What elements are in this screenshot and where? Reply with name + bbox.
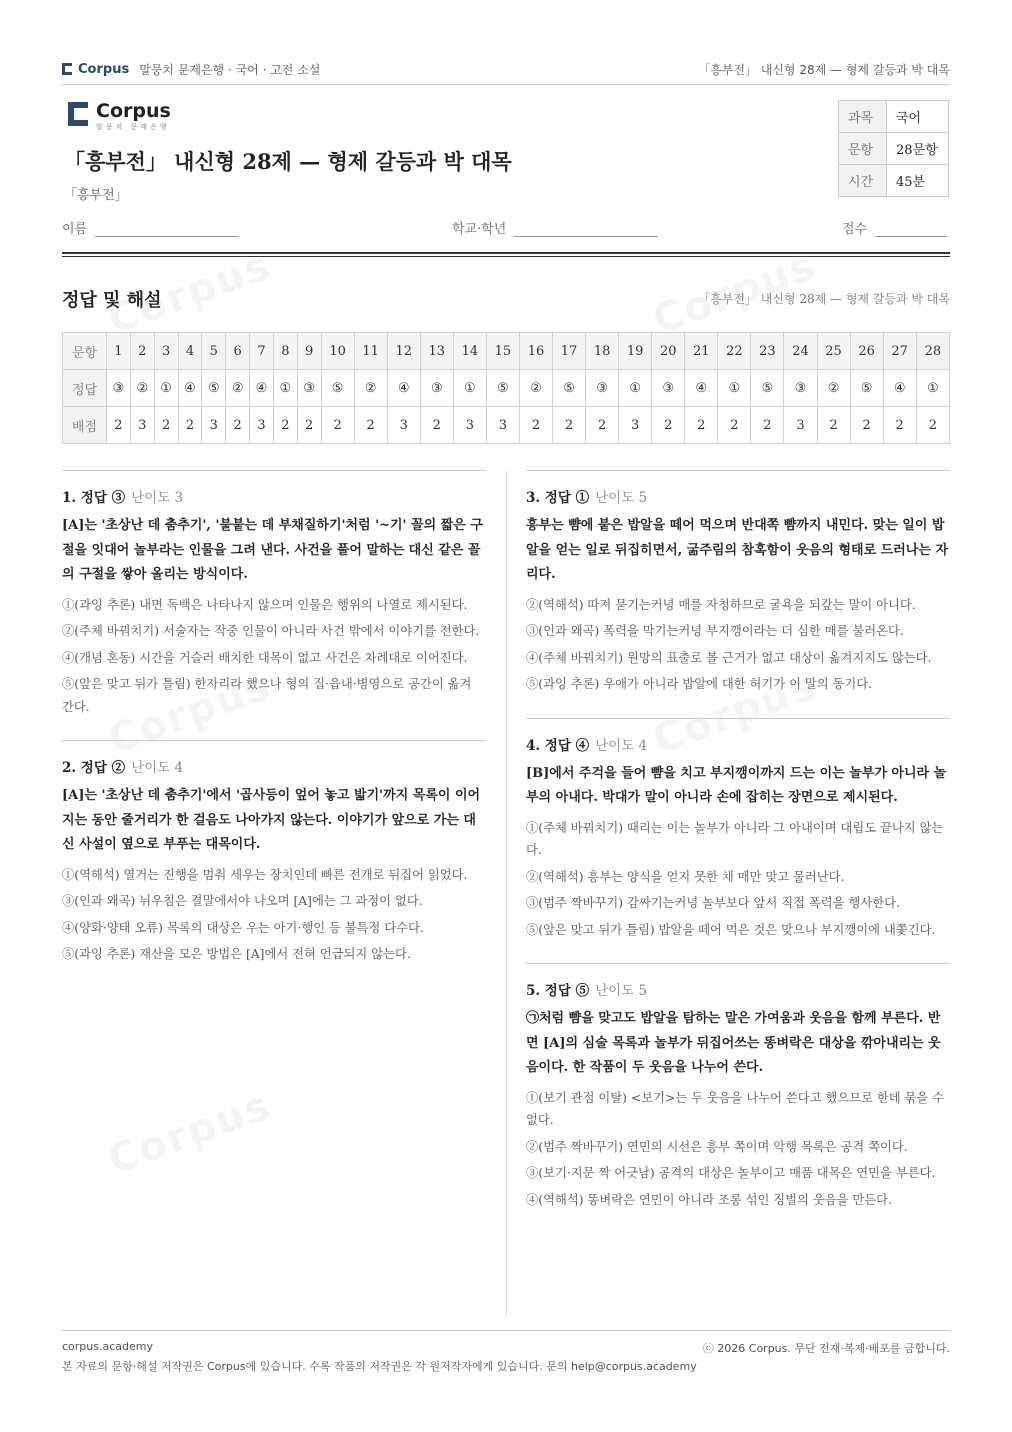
answer-cell: ② <box>817 370 850 407</box>
answer-cell: 2 <box>883 407 916 444</box>
answer-table-points-row <box>63 407 950 444</box>
answer-cell: 3 <box>486 407 519 444</box>
answer-cell: 9 <box>297 333 321 370</box>
top-bar <box>62 58 950 80</box>
answer-cell: 2 <box>321 407 354 444</box>
answer-cell: 3 <box>387 407 420 444</box>
question-block <box>526 718 950 964</box>
answer-cell: 2 <box>850 407 883 444</box>
meta-table <box>838 100 949 197</box>
question-answer: 2. 정답 ② <box>62 760 126 776</box>
option-explanation: ③(인과 왜곡) 뉘우침은 결말에서야 나오며 [A]에는 그 과정이 없다. <box>62 894 423 908</box>
question-explanation: [B]에서 주걱을 들어 뺨을 치고 부지깽이까지 드는 이는 놀부가 아니라 놀부의 아내다. 박대가 말이 아니라 손에 잡히는 장면으로 제시된다. <box>526 765 947 805</box>
answer-cell: 12 <box>387 333 420 370</box>
answer-cell: 2 <box>553 407 586 444</box>
school-field <box>452 218 658 237</box>
meta-value: 45분 <box>887 165 949 197</box>
answer-cell: 2 <box>154 407 178 444</box>
answer-cell: ② <box>130 370 154 407</box>
answer-cell: 2 <box>685 407 718 444</box>
answer-cell: ⑤ <box>850 370 883 407</box>
answer-cell: 2 <box>420 407 453 444</box>
answer-cell: 23 <box>751 333 784 370</box>
answer-cell: 2 <box>916 407 949 444</box>
option-explanation: ⑤(과잉 추론) 우애가 아니라 밥알에 대한 허기가 이 말의 동기다. <box>526 677 873 691</box>
answer-cell: 15 <box>486 333 519 370</box>
meta-key: 문항 <box>839 133 887 165</box>
answer-cell: ② <box>226 370 250 407</box>
answer-cell: 4 <box>178 333 202 370</box>
answer-cell: ⑤ <box>486 370 519 407</box>
answer-cell: ① <box>453 370 486 407</box>
option-explanation: ④(역해석) 똥벼락은 연민이 아니라 조롱 섞인 징벌의 웃음을 만든다. <box>526 1192 892 1207</box>
answer-cell: 3 <box>130 407 154 444</box>
answer-cell: ① <box>273 370 297 407</box>
row-label: 문항 <box>63 333 107 370</box>
answer-cell: 17 <box>553 333 586 370</box>
meta-value: 28문항 <box>887 133 949 165</box>
question-explanation: [A]는 '초상난 데 춤추기'에서 '곱사등이 엎어 놓고 밟기'까지 목록이 이어지는 동안 줄거리가 한 걸음도 나아가지 않는다. 이야기가 앞으로 가는 대신 사설이 옆으로 부푸는 대목이다. <box>62 788 481 852</box>
option-explanation: ②(주체 바꿔치기) 서술자는 작중 인물이 아니라 사건 밖에서 이야기를 전한다. <box>62 624 480 638</box>
answer-table-numbers-row <box>63 333 950 370</box>
watermark <box>102 1082 277 1183</box>
question-block <box>526 470 950 718</box>
answer-cell: 20 <box>652 333 685 370</box>
answer-cell: ① <box>619 370 652 407</box>
answer-cell: ⑤ <box>202 370 226 407</box>
footer-divider <box>62 1330 950 1331</box>
answer-cell: ③ <box>652 370 685 407</box>
answer-cell: 2 <box>751 407 784 444</box>
option-explanation: ④(주체 바꿔치기) 원망의 표출로 볼 근거가 없고 대상이 옮겨지지도 않는다. <box>526 650 932 665</box>
answer-cell: ③ <box>297 370 321 407</box>
answer-cell: 3 <box>453 407 486 444</box>
option-explanation: ②(범주 짝바꾸기) 연민의 시선은 흥부 쪽이며 악행 목록은 공격 쪽이다. <box>526 1139 908 1154</box>
answer-cell: 11 <box>354 333 387 370</box>
answer-cell: 7 <box>250 333 274 370</box>
meta-key: 시간 <box>839 165 887 197</box>
answer-cell: 5 <box>202 333 226 370</box>
page-subtitle: 「흥부전」 <box>64 188 128 203</box>
corpus-logo-icon <box>68 102 88 126</box>
answer-cell: 22 <box>718 333 751 370</box>
answer-cell: 24 <box>784 333 817 370</box>
answer-cell: 6 <box>226 333 250 370</box>
answer-cell: 2 <box>817 407 850 444</box>
question-explanation: 흥부는 뺨에 붙은 밥알을 떼어 먹으며 반대쪽 뺨까지 내민다. 맞는 일이 밥알을 얻는 일로 뒤집히면서, 굶주림의 참혹함이 웃음의 형태로 드러나는 자리다. <box>526 518 948 582</box>
name-line[interactable] <box>95 219 239 237</box>
answer-cell: 2 <box>226 407 250 444</box>
answer-cell: 3 <box>154 333 178 370</box>
answer-cell: ② <box>354 370 387 407</box>
answer-cell: 2 <box>273 407 297 444</box>
top-brand: Corpus <box>78 61 130 77</box>
top-divider <box>62 84 950 85</box>
school-label: 학교·학년 <box>452 222 507 237</box>
footer-site[interactable]: corpus.academy <box>62 1340 153 1353</box>
breadcrumb: 말뭉치 문제은행 · 국어 · 고전 소설 <box>139 62 321 77</box>
question-block <box>526 963 950 1233</box>
answer-cell: 2 <box>354 407 387 444</box>
answer-cell: ③ <box>107 370 131 407</box>
corpus-logo <box>68 102 171 132</box>
logo-sub: 말뭉치 문제은행 <box>96 123 170 131</box>
answer-cell: 18 <box>586 333 619 370</box>
answer-cell: 3 <box>784 407 817 444</box>
footer-copyright: ⓒ 2026 Corpus. 무단 전재·복제·배포를 금합니다. <box>702 1342 950 1355</box>
answer-cell: 26 <box>850 333 883 370</box>
answer-cell: ① <box>718 370 751 407</box>
logo-word: Corpus <box>96 100 171 122</box>
question-difficulty: 난이도 5 <box>595 983 648 999</box>
page-title: 「흥부전」 내신형 28제 — 형제 갈등과 박 대목 <box>64 149 512 174</box>
question-explanation: ㉠처럼 뺨을 맞고도 밥알을 탐하는 말은 가여움과 웃음을 함께 부른다. 반면 [A]의 심술 목록과 놀부가 뒤집어쓰는 똥벼락은 대상을 깎아내리는 웃음이다. 한 작품이 두 웃음을 나누어 쓴다. <box>526 1011 941 1075</box>
answer-cell: ④ <box>883 370 916 407</box>
answer-cell: ⑤ <box>321 370 354 407</box>
option-explanation: ③(인과 왜곡) 폭력을 막기는커녕 부지깽이라는 더 심한 매를 불러온다. <box>526 624 904 638</box>
answer-cell: 14 <box>453 333 486 370</box>
option-explanation: ⑤(앞은 맞고 뒤가 틀림) 한자리라 했으나 형의 집·읍내·병영으로 공간이 옮겨 간다. <box>62 677 472 714</box>
answer-cell: ③ <box>586 370 619 407</box>
answer-cell: ④ <box>250 370 274 407</box>
answer-cell: ③ <box>784 370 817 407</box>
option-explanation: ⑤(과잉 추론) 재산을 모은 방법은 [A]에서 전혀 언급되지 않는다. <box>62 947 411 961</box>
answer-cell: 10 <box>321 333 354 370</box>
answer-cell: 2 <box>586 407 619 444</box>
score-label: 점수 <box>842 222 868 237</box>
answer-cell: 2 <box>718 407 751 444</box>
right-column <box>526 470 950 1233</box>
answer-cell: 28 <box>916 333 949 370</box>
meta-value: 국어 <box>887 101 949 133</box>
option-explanation: ①(과잉 추론) 내면 독백은 나타나지 않으며 인물은 행위의 나열로 제시된다. <box>62 597 468 612</box>
name-label: 이름 <box>62 222 88 237</box>
answer-cell: 19 <box>619 333 652 370</box>
top-left <box>62 61 320 78</box>
question-block <box>62 470 486 740</box>
meta-key: 과목 <box>839 101 887 133</box>
score-line[interactable] <box>875 219 947 237</box>
option-explanation: ③(보기·지문 짝 어긋남) 공격의 대상은 놀부이고 매품 대목은 연민을 부른다. <box>526 1166 936 1180</box>
question-answer: 5. 정답 ⑤ <box>526 983 590 999</box>
header-double-rule <box>62 252 950 257</box>
answer-cell: 2 <box>652 407 685 444</box>
answer-cell: ③ <box>420 370 453 407</box>
footer-notice: 본 자료의 문항·해설 저작권은 Corpus에 있습니다. 수록 작품의 저작권은 각 원저작자에게 있습니다. 문의 help@corpus.academy <box>62 1360 697 1373</box>
option-explanation: ②(역해석) 흥부는 양식을 얻지 못한 채 매만 맞고 물러난다. <box>526 869 845 884</box>
answer-cell: ④ <box>685 370 718 407</box>
answer-cell: ① <box>916 370 949 407</box>
answer-cell: 2 <box>130 333 154 370</box>
answer-cell: ① <box>154 370 178 407</box>
question-answer: 3. 정답 ① <box>526 490 590 506</box>
question-difficulty: 난이도 4 <box>131 760 184 776</box>
answer-cell: 25 <box>817 333 850 370</box>
option-explanation: ①(주체 바꿔치기) 때리는 이는 놀부가 아니라 그 아내이며 대립도 끝나지 않는다. <box>526 820 944 857</box>
option-explanation: ②(역해석) 따져 묻기는커녕 매를 자청하므로 굴욕을 되갚는 말이 아니다. <box>526 597 916 612</box>
option-explanation: ③(범주 짝바꾸기) 감싸기는커녕 놀부보다 앞서 직접 폭력을 행사한다. <box>526 896 900 910</box>
answer-cell: 16 <box>519 333 552 370</box>
answer-cell: ④ <box>387 370 420 407</box>
top-right-title: 「흥부전」 내신형 28제 — 형제 갈등과 박 대목 <box>698 62 950 77</box>
corpus-mini-logo-icon <box>62 63 72 75</box>
question-head <box>526 979 950 999</box>
meta-row <box>839 133 949 165</box>
question-head <box>62 756 486 776</box>
question-head <box>62 486 486 506</box>
left-column <box>62 470 486 988</box>
answer-cell: 21 <box>685 333 718 370</box>
question-difficulty: 난이도 3 <box>131 490 184 506</box>
answer-cell: 3 <box>202 407 226 444</box>
answer-cell: 2 <box>178 407 202 444</box>
answer-cell: 8 <box>273 333 297 370</box>
answer-cell: ④ <box>178 370 202 407</box>
meta-row <box>839 101 949 133</box>
answer-cell: ⑤ <box>553 370 586 407</box>
answer-cell: ⑤ <box>751 370 784 407</box>
row-label: 배점 <box>63 407 107 444</box>
column-divider <box>506 470 507 1315</box>
option-explanation: ①(역해석) 열거는 진행을 멈춰 세우는 장치인데 빠른 전개로 뒤집어 읽었다. <box>62 867 468 882</box>
answer-cell: 1 <box>107 333 131 370</box>
question-block <box>62 740 486 988</box>
option-explanation: ④(개념 혼동) 시간을 거슬러 배치한 대목이 없고 사건은 차례대로 이어진다. <box>62 650 468 665</box>
answer-table-answers-row <box>63 370 950 407</box>
question-explanation: [A]는 '초상난 데 춤추기', '불붙는 데 부채질하기'처럼 '~기' 꼴의 짧은 구절을 잇대어 놀부라는 인물을 그려 낸다. 사건을 풀어 말하는 대신 같은 꼴의 구절을 쌓아 올리는 방식이다. <box>62 518 483 582</box>
section-title: 정답 및 해설 <box>62 290 162 311</box>
question-answer: 1. 정답 ③ <box>62 490 126 506</box>
question-head <box>526 734 950 754</box>
question-head <box>526 486 950 506</box>
option-explanation: ⑤(앞은 맞고 뒤가 틀림) 밥알을 떼어 먹은 것은 맞으나 부지깽이에 내쫓긴다. <box>526 922 936 937</box>
question-answer: 4. 정답 ④ <box>526 737 590 754</box>
answer-table <box>62 332 950 444</box>
answer-cell: 3 <box>250 407 274 444</box>
question-difficulty: 난이도 4 <box>595 737 648 754</box>
answer-cell: 2 <box>107 407 131 444</box>
answer-cell: ② <box>519 370 552 407</box>
answer-cell: 2 <box>297 407 321 444</box>
row-label: 정답 <box>63 370 107 407</box>
section-right-title: 「흥부전」 내신형 28제 — 형제 갈등과 박 대목 <box>698 292 950 306</box>
question-difficulty: 난이도 5 <box>595 490 648 506</box>
answer-cell: 27 <box>883 333 916 370</box>
option-explanation: ④(양화·양태 오류) 목록의 대상은 우는 아기·행인 등 불특정 다수다. <box>62 920 424 935</box>
meta-row <box>839 165 949 197</box>
answer-cell: 13 <box>420 333 453 370</box>
answer-cell: 3 <box>619 407 652 444</box>
student-fields <box>62 218 950 238</box>
name-field <box>62 218 239 237</box>
option-explanation: ①(보기 관점 이탈) <보기>는 두 웃음을 나누어 쓴다고 했으므로 한데 묶을 수 없다. <box>526 1090 945 1127</box>
score-field <box>842 218 947 237</box>
answer-cell: 2 <box>519 407 552 444</box>
school-line[interactable] <box>514 219 658 237</box>
